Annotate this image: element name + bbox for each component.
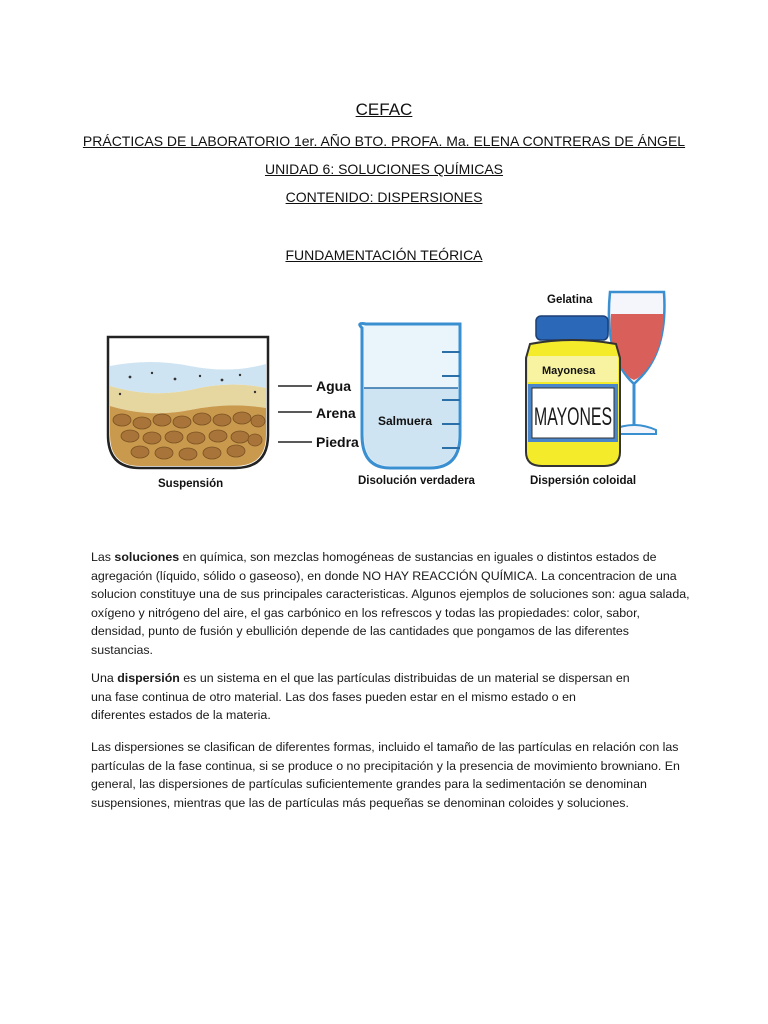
label-agua: Agua xyxy=(316,378,351,394)
school-name: CEFAC xyxy=(355,100,413,119)
caption-colloid: Dispersión coloidal xyxy=(530,475,637,487)
solution-beaker xyxy=(360,324,460,469)
section-title: FUNDAMENTACIÓN TEÓRICA xyxy=(285,247,483,263)
paragraph-soluciones: Las soluciones en química, son mezclas homogéneas de sustancias en iguales o distintos estados de agregación (líquido, sólido o gaseoso), en donde NO HAY REACCIÓN QUÍMICA. La concentracion de una solucion constituye una de sus principales caracteristicas. Algunos ejemplos de soluciones son: agua salada, oxígeno y nitrógeno del aire, el gas carbónico en los refrescos y todas las propiedades: color, sabor, densidad, punto de fusión y ebullición depende de las cantidades que pongamos de las diferentes sustancias. xyxy=(91,550,690,657)
caption-suspension: Suspensión xyxy=(158,478,224,490)
jar-brand-text: MAYONES xyxy=(534,403,612,431)
label-piedra: Piedra xyxy=(316,434,359,450)
paragraph-dispersion: Una dispersión es un sistema en el que las partículas distribuidas de un material se dispersan en una fase continua de otro material. Las dos fases pueden estar en el mismo estado o en diferentes estados de la materia. xyxy=(91,671,630,723)
paragraph-clasificacion: Las dispersiones se clasifican de diferentes formas, incluido el tamaño de las partículas en relación con las partículas de la fase continua, si se produce o no precipitación y la presencia de movimiento browniano. En general, las dispersiones de partículas suficientemente grandes para la sedimentación se denominan suspensiones, mientras que las de partículas más pequeñas se denominan coloides y soluciones. xyxy=(91,740,680,810)
unit-title: UNIDAD 6: SOLUCIONES QUÍMICAS xyxy=(264,161,504,177)
label-gelatina: Gelatina xyxy=(547,294,593,306)
mayonnaise-jar xyxy=(526,316,620,466)
content-title: CONTENIDO: DISPERSIONES xyxy=(285,189,483,205)
label-salmuera: Salmuera xyxy=(378,414,433,428)
suspension-beaker xyxy=(108,337,268,468)
label-arena: Arena xyxy=(316,405,356,421)
label-mayonesa: Mayonesa xyxy=(542,365,596,377)
caption-solution: Disolución verdadera xyxy=(358,475,475,487)
course-line: PRÁCTICAS DE LABORATORIO 1er. AÑO BTO. PROFA. Ma. ELENA CONTRERAS DE ÁNGEL xyxy=(82,133,686,149)
dispersions-illustration xyxy=(90,280,690,500)
